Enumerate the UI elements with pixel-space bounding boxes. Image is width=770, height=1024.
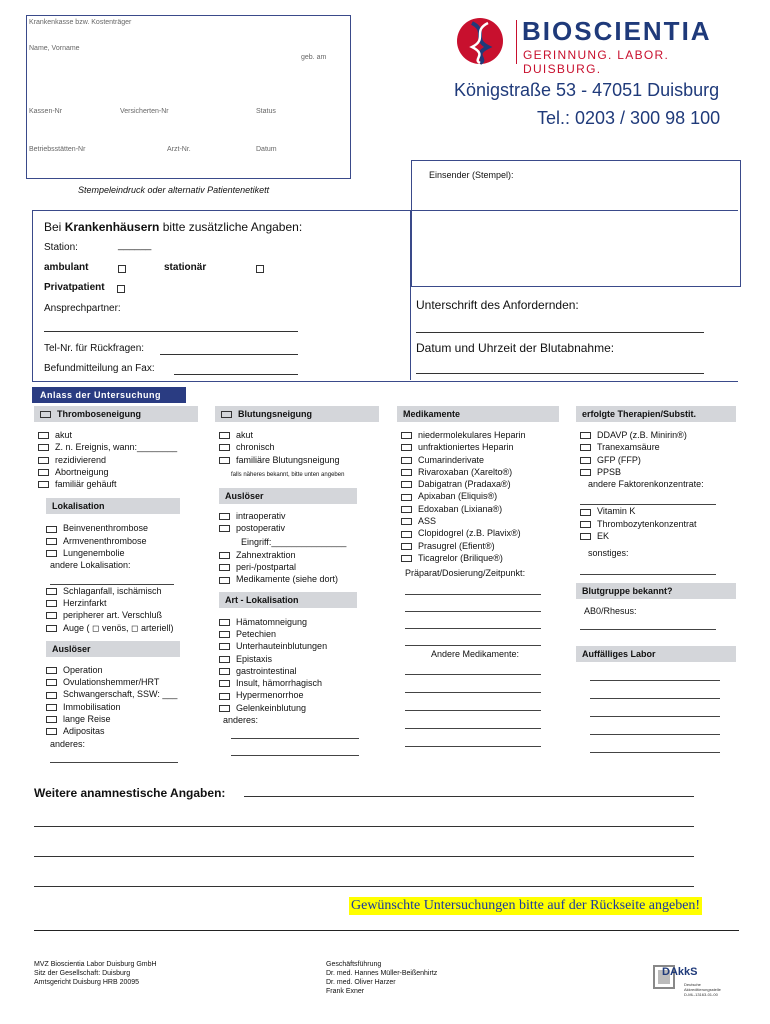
list-item[interactable]: [401, 552, 562, 564]
item-label: Dabigatran (Pradaxa®): [418, 479, 511, 490]
item-label: gastrointestinal: [236, 665, 297, 676]
list-item[interactable]: [46, 676, 202, 688]
labor-field-3[interactable]: [590, 704, 720, 717]
telnr-field[interactable]: [160, 343, 298, 355]
checkbox[interactable]: [46, 588, 57, 595]
item-label: Epistaxis: [236, 653, 273, 664]
item-label: Lungenembolie: [63, 548, 125, 559]
blutung-note: falls näheres bekannt, bitte unten angeben: [231, 471, 345, 478]
item-label: Ovulationshemmer/HRT: [63, 677, 160, 688]
list-item[interactable]: [580, 441, 736, 453]
checkbox[interactable]: [219, 432, 230, 439]
checkbox[interactable]: [219, 705, 230, 712]
datum-label: Datum: [256, 146, 277, 153]
andere-med-field-3[interactable]: [405, 698, 541, 711]
item-label: ASS: [418, 516, 437, 527]
datum-blut-label: Datum und Uhrzeit der Blutabnahme:: [416, 341, 615, 355]
address: Königstraße 53 - 47051 Duisburg: [454, 80, 720, 100]
intro-pre: Bei: [44, 220, 65, 234]
ausloeser2-list: [219, 510, 385, 586]
checkbox[interactable]: [46, 550, 57, 557]
item-label: Vitamin K: [597, 506, 636, 517]
checkbox[interactable]: [38, 469, 49, 476]
item-label: Insult, hämorrhagisch: [236, 678, 323, 689]
labor-fields: [590, 668, 736, 753]
blutgruppe-header: Blutgruppe bekannt?: [576, 583, 736, 599]
art-anderes-field[interactable]: [231, 726, 359, 739]
arzt-nr-label: Arzt-Nr.: [167, 146, 191, 153]
medikamente-list: [401, 429, 562, 747]
checkbox[interactable]: [219, 680, 230, 687]
list-item[interactable]: [580, 466, 736, 478]
checkbox[interactable]: [219, 693, 230, 700]
einsender-label: Einsender (Stempel):: [429, 170, 514, 180]
andere-lok-field[interactable]: [50, 572, 174, 585]
item-label: Auge ( ◻ venös, ◻ arteriell): [63, 622, 174, 633]
ab0-field[interactable]: [580, 617, 716, 630]
item-label: peripherer art. Verschluß: [63, 610, 163, 621]
item-label: EK: [597, 531, 610, 542]
item-label: Hypermenorrhoe: [236, 690, 304, 701]
list-item[interactable]: [38, 454, 202, 466]
list-item[interactable]: [46, 585, 202, 597]
weitere-field-3[interactable]: [34, 846, 694, 857]
blutung-title: Blutungsneigung: [238, 409, 312, 419]
praeparat-label: Präparat/Dosierung/Zeitpunkt:: [405, 568, 526, 579]
checkbox[interactable]: [580, 457, 591, 464]
checkbox[interactable]: [219, 552, 230, 559]
footer-line: MVZ Bioscientia Labor Duisburg GmbH: [34, 961, 157, 968]
checkbox[interactable]: [219, 525, 230, 532]
labor-field-1[interactable]: [590, 668, 720, 681]
item-label: familiäre Blutungsneigung: [236, 454, 340, 465]
list-item[interactable]: [46, 522, 202, 534]
checkbox[interactable]: [38, 444, 49, 451]
list-item[interactable]: [46, 609, 202, 621]
sonstiges-label: sonstiges:: [588, 548, 629, 559]
list-item[interactable]: [219, 702, 385, 714]
list-item[interactable]: [46, 688, 202, 700]
list-item[interactable]: [580, 505, 736, 517]
checkbox[interactable]: [46, 728, 57, 735]
item-label: Medikamente (siehe dort): [236, 574, 339, 585]
checkbox[interactable]: [401, 531, 412, 538]
list-item[interactable]: [46, 664, 202, 676]
list-item[interactable]: [219, 616, 385, 628]
item-label: postoperativ: [236, 523, 286, 534]
col-therapien: [576, 406, 736, 753]
faktor-field[interactable]: [580, 492, 716, 505]
stationaer-checkbox[interactable]: [256, 265, 264, 273]
list-item[interactable]: [219, 628, 385, 640]
checkbox[interactable]: [219, 513, 230, 520]
item-label: intraoperativ: [236, 510, 286, 521]
list-item[interactable]: [38, 466, 202, 478]
checkbox[interactable]: [219, 668, 230, 675]
eingriff-field[interactable]: Eingriff:_______________: [241, 537, 347, 548]
list-item[interactable]: [38, 429, 202, 441]
checkbox[interactable]: [46, 679, 57, 686]
item-label: Ticagrelor (Brilique®): [418, 552, 503, 563]
checkbox[interactable]: [580, 469, 591, 476]
item-label: Thrombozytenkonzentrat: [597, 518, 697, 529]
therapien-header: erfolgte Therapien/Substit.: [576, 406, 736, 422]
hospital-intro: [44, 220, 302, 234]
brand-divider: [516, 20, 517, 64]
thrombose-checkbox[interactable]: [40, 411, 51, 418]
item-label: Beinvenenthrombose: [63, 523, 149, 534]
item-label: unfraktioniertes Heparin: [418, 442, 514, 453]
list-item[interactable]: [219, 665, 385, 677]
item-label: GFP (FFP): [597, 454, 641, 465]
item-label: akut: [236, 430, 254, 440]
item-label: niedermolekulares Heparin: [418, 430, 526, 440]
art-anderes-label: anderes:: [223, 715, 259, 726]
item-label: rezidivierend: [55, 454, 107, 465]
checkbox[interactable]: [580, 533, 591, 540]
thrombose-header: [34, 406, 198, 422]
kassen-nr-label: Kassen-Nr: [29, 108, 63, 115]
telnr-label: Tel-Nr. für Rückfragen:: [44, 343, 145, 354]
footer-line: Sitz der Gesellschaft: Duisburg: [34, 970, 131, 977]
item-label: Prasugrel (Efient®): [418, 540, 495, 551]
hospital-divider: [410, 210, 411, 380]
list-item[interactable]: [219, 549, 385, 561]
list-item[interactable]: [219, 441, 385, 453]
list-item[interactable]: [580, 518, 736, 530]
item-label: familiär gehäuft: [55, 479, 117, 490]
praeparat-field-3[interactable]: [405, 616, 541, 629]
checkbox[interactable]: [401, 494, 412, 501]
checkbox[interactable]: [38, 481, 49, 488]
list-item[interactable]: [46, 701, 202, 713]
dakks-text: DAkkS: [662, 966, 698, 978]
list-item[interactable]: [219, 573, 385, 585]
separator-line: [34, 930, 739, 931]
checkbox[interactable]: [401, 555, 412, 562]
sonstiges-field[interactable]: [580, 562, 716, 575]
stationaer-label: stationär: [164, 262, 207, 273]
list-item[interactable]: [401, 478, 562, 490]
item-label: Tranexamsäure: [597, 442, 660, 453]
list-item[interactable]: [219, 640, 385, 652]
footer-line: Geschäftsführung: [326, 961, 382, 968]
list-item[interactable]: [219, 561, 385, 573]
checkbox[interactable]: [401, 444, 412, 451]
list-item[interactable]: [401, 515, 562, 527]
list-item[interactable]: [401, 490, 562, 502]
andere-med-label: Andere Medikamente:: [431, 648, 520, 659]
dakks-sub-line: D-ML-13163-01-00: [684, 992, 718, 997]
list-item[interactable]: [219, 510, 385, 522]
weitere-field-2[interactable]: [34, 816, 694, 827]
checkbox[interactable]: [46, 600, 57, 607]
dakks-sub-line: Deutsche: [684, 982, 701, 987]
intro-bold: Krankenhäusern: [64, 220, 160, 234]
lokalisation-list: [46, 522, 202, 633]
praeparat-field-2[interactable]: [405, 599, 541, 612]
checkbox[interactable]: [219, 577, 230, 584]
list-item[interactable]: [38, 441, 202, 453]
checkbox[interactable]: [580, 521, 591, 528]
item-label: Apixaban (Eliquis®): [418, 491, 498, 502]
item-label: Herzinfarkt: [63, 597, 107, 608]
list-item[interactable]: [401, 429, 562, 441]
footer-line: Dr. med. Hannes Müller-Beißenhirtz: [326, 970, 438, 977]
helix-logo-icon: [456, 17, 504, 65]
list-item[interactable]: [46, 535, 202, 547]
list-item[interactable]: [401, 527, 562, 539]
dakks-logo: [650, 960, 730, 1000]
item-label: peri-/postpartal: [236, 562, 297, 573]
list-item[interactable]: [46, 725, 202, 737]
checkbox[interactable]: [219, 619, 230, 626]
art-anderes-field-2[interactable]: [231, 743, 359, 756]
dakks-sub: [684, 982, 721, 997]
list-item[interactable]: [219, 653, 385, 665]
brand-name: BIOSCIENTIA: [522, 16, 712, 46]
checkbox[interactable]: [401, 518, 412, 525]
item-label: Gelenkeinblutung: [236, 702, 307, 713]
betriebsstaetten-label: Betriebsstätten-Nr: [29, 146, 86, 153]
list-item[interactable]: [401, 454, 562, 466]
list-item[interactable]: [219, 454, 385, 466]
list-item[interactable]: [401, 441, 562, 453]
brand-tagline: GERINNUNG. LABOR. DUISBURG.: [523, 48, 670, 76]
weitere-label: Weitere anamnestische Angaben:: [34, 786, 226, 800]
ambulant-checkbox[interactable]: [118, 265, 126, 273]
list-item[interactable]: [46, 713, 202, 725]
name-label: Name, Vorname: [29, 45, 80, 52]
praeparat-field-4[interactable]: [405, 633, 541, 646]
col-blutung: [215, 406, 385, 756]
checkbox[interactable]: [46, 704, 57, 711]
ausloeser-header: Auslöser: [46, 641, 180, 657]
checkbox[interactable]: [46, 667, 57, 674]
list-item[interactable]: [38, 478, 202, 490]
item-label: akut: [55, 430, 73, 440]
intro-post: bitte zusätzliche Angaben:: [159, 220, 303, 234]
col-thrombose: [34, 406, 202, 763]
andere-med-field-2[interactable]: [405, 680, 541, 693]
footer-management: [326, 960, 437, 996]
ansprech-label: Ansprechpartner:: [44, 303, 121, 314]
checkbox[interactable]: [580, 509, 591, 516]
item-label: Adipositas: [63, 726, 105, 737]
checkbox[interactable]: [46, 526, 57, 533]
labor-field-4[interactable]: [590, 722, 720, 735]
rueckseite-note: Gewünschte Untersuchungen bitte auf der Rückseite angeben!: [351, 898, 701, 913]
unterschrift-field[interactable]: [416, 322, 704, 333]
item-label: Armvenenthrombose: [63, 535, 147, 546]
item-label: Edoxaban (Lixiana®): [418, 503, 503, 514]
lokalisation-header: Lokalisation: [46, 498, 180, 514]
item-label: Schwangerschaft, SSW: ___: [63, 689, 178, 700]
list-item[interactable]: [219, 522, 385, 534]
footer-line: Frank Exner: [326, 988, 365, 995]
checkbox[interactable]: [401, 469, 412, 476]
medikamente-header: Medikamente: [397, 406, 559, 422]
privat-checkbox[interactable]: [117, 285, 125, 293]
item-label: Clopidogrel (z.B. Plavix®): [418, 528, 521, 539]
patient-label-box[interactable]: [26, 15, 351, 179]
weitere-field-1[interactable]: [244, 784, 694, 797]
item-label: Rivaroxaban (Xarelto®): [418, 466, 513, 477]
hospital-box: [32, 210, 738, 382]
blutung-list: [219, 429, 385, 478]
item-label: DDAVP (z.B. Minirin®): [597, 430, 687, 440]
checkbox[interactable]: [401, 457, 412, 464]
ansprech-field[interactable]: [44, 322, 298, 332]
checkbox[interactable]: [46, 538, 57, 545]
checkbox[interactable]: [580, 432, 591, 439]
status-label: Status: [256, 108, 276, 115]
blutung-header: [215, 406, 379, 422]
list-item[interactable]: [46, 622, 202, 634]
checkbox[interactable]: [401, 481, 412, 488]
faktor-label: andere Faktorenkonzentrate:: [588, 479, 704, 490]
ab0-label: AB0/Rhesus:: [584, 605, 637, 616]
anlass-tab: Anlass der Untersuchung: [32, 387, 186, 403]
item-label: Unterhauteinblutungen: [236, 641, 328, 652]
ausloeser-list: [46, 664, 202, 763]
list-item[interactable]: [401, 540, 562, 552]
list-item[interactable]: [219, 689, 385, 701]
item-label: lange Reise: [63, 714, 111, 725]
andere-med-field-5[interactable]: [405, 734, 541, 747]
item-label: Operation: [63, 664, 103, 675]
item-label: Zahnextraktion: [236, 549, 296, 560]
list-item[interactable]: [46, 597, 202, 609]
andere-lok-label: andere Lokalisation:: [50, 560, 131, 571]
praeparat-field-1[interactable]: [405, 582, 541, 595]
thrombose-title: Thromboseneigung: [57, 409, 141, 419]
bioscientia-logo: [456, 16, 746, 76]
unterschrift-label: Unterschrift des Anfordernden:: [416, 298, 579, 312]
kasse-label: Krankenkasse bzw. Kostenträger: [29, 19, 132, 26]
dakks-sub-line: Akkreditierungsstelle: [684, 987, 721, 992]
item-label: Cumarinderivate: [418, 454, 485, 465]
art-header: Art - Lokalisation: [219, 592, 357, 608]
checkbox[interactable]: [219, 444, 230, 451]
labor-field-5[interactable]: [590, 740, 720, 753]
list-item[interactable]: [219, 677, 385, 689]
col-medikamente: [397, 406, 562, 747]
therapien-list: [580, 429, 736, 575]
checkbox[interactable]: [38, 457, 49, 464]
list-item[interactable]: [401, 503, 562, 515]
andere-med-field-4[interactable]: [405, 716, 541, 729]
item-label: Schlaganfall, ischämisch: [63, 585, 162, 596]
art-list: [219, 616, 385, 757]
item-label: Abortneigung: [55, 466, 109, 477]
ausl-anderes-field[interactable]: [50, 750, 178, 763]
list-item[interactable]: [219, 429, 385, 441]
andere-med-field-1[interactable]: [405, 662, 541, 675]
fax-field[interactable]: [174, 363, 298, 375]
item-label: Petechien: [236, 628, 277, 639]
item-label: Z. n. Ereignis, wann:________: [55, 442, 178, 453]
checkbox[interactable]: [46, 625, 57, 632]
checkbox[interactable]: [46, 716, 57, 723]
checkbox[interactable]: [401, 432, 412, 439]
ambulant-label: ambulant: [44, 262, 89, 273]
weitere-field-4[interactable]: [34, 876, 694, 887]
fax-label: Befundmitteilung an Fax:: [44, 363, 155, 374]
checkbox[interactable]: [38, 432, 49, 439]
thrombose-list: [38, 429, 202, 490]
item-label: PPSB: [597, 466, 622, 477]
checkbox[interactable]: [219, 656, 230, 663]
footer-line: Amtsgericht Duisburg HRB 20095: [34, 979, 140, 986]
list-item[interactable]: [580, 530, 736, 542]
datum-blut-field[interactable]: [416, 363, 704, 374]
station-label: Station:: [44, 242, 78, 253]
checkbox[interactable]: [219, 643, 230, 650]
checkbox[interactable]: [401, 506, 412, 513]
checkbox[interactable]: [580, 444, 591, 451]
ausl-anderes-label: anderes:: [50, 738, 86, 749]
footer-company: [34, 960, 157, 987]
blutung-checkbox[interactable]: [221, 411, 232, 418]
patient-box-caption: Stempeleindruck oder alternativ Patientenetikett: [78, 185, 270, 195]
item-label: chronisch: [236, 442, 275, 453]
checkbox[interactable]: [46, 612, 57, 619]
checkbox[interactable]: [219, 631, 230, 638]
list-item[interactable]: [46, 547, 202, 559]
list-item[interactable]: [401, 466, 562, 478]
ausloeser2-header: Auslöser: [219, 488, 357, 504]
item-label: Immobilisation: [63, 701, 121, 712]
list-item[interactable]: [580, 429, 736, 441]
geb-label: geb. am: [301, 54, 327, 61]
checkbox[interactable]: [46, 692, 57, 699]
item-label: Hämatomneigung: [236, 616, 308, 627]
station-field[interactable]: ______: [118, 240, 152, 251]
list-item[interactable]: [580, 454, 736, 466]
versicherten-nr-label: Versicherten-Nr: [120, 108, 169, 115]
labor-field-2[interactable]: [590, 686, 720, 699]
checkbox[interactable]: [219, 457, 230, 464]
labor-header: Auffälliges Labor: [576, 646, 736, 662]
checkbox[interactable]: [401, 543, 412, 550]
phone: Tel.: 0203 / 300 98 100: [537, 108, 721, 128]
checkbox[interactable]: [219, 564, 230, 571]
footer-line: Dr. med. Oliver Harzer: [326, 979, 396, 986]
privat-label: Privatpatient: [44, 282, 105, 293]
